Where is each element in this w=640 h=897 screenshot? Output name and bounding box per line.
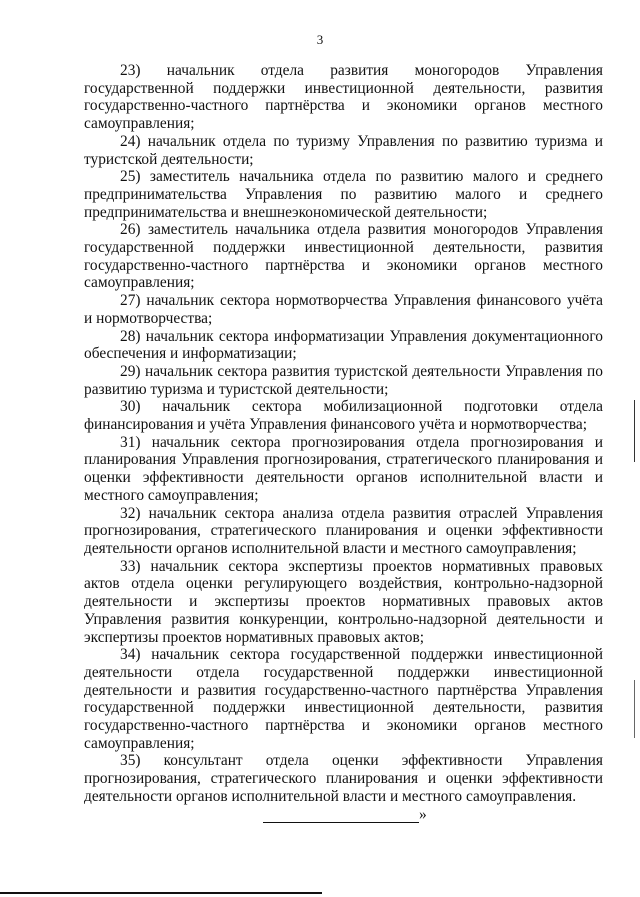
list-item: 25) заместитель начальника отдела по развитию малого и среднего предпринимательства Управления по развитию малого и среднего предпринимательства и внешнеэкономической деятельности; <box>84 168 603 221</box>
list-item: 30) начальник сектора мобилизационной подготовки отдела финансирования и учёта Управления финансового учёта и нормотворчества; <box>84 398 603 434</box>
bottom-rule <box>0 892 322 894</box>
closing-underline <box>263 810 419 823</box>
list-item: 33) начальник сектора экспертизы проектов нормативных правовых актов отдела оценки регулирующего воздействия, контрольно-надзорной деятельности и экспертизы проектов нормативных правовых актов Управления развития конкуренции, контрольно-надзорной деятельности и экспертизы проектов нормативных правовых актов; <box>84 557 603 646</box>
list-item: 28) начальник сектора информатизации Управления документационного обеспечения и информатизации; <box>84 327 603 363</box>
list-item: 35) консультант отдела оценки эффективности Управления прогнозирования, стратегического планирования и оценки эффективности деятельности органов исполнительной власти и местного самоуправления. <box>84 752 603 805</box>
list-item: 29) начальник сектора развития туристской деятельности Управления по развитию туризма и туристской деятельности; <box>84 362 603 398</box>
list-item: 26) заместитель начальника отдела развития моногородов Управления государственной поддержки инвестиционной деятельности, развития государственно-частного партнёрства и экономики органов местного самоуправления; <box>84 221 603 292</box>
list-item: 27) начальник сектора нормотворчества Управления финансового учёта и нормотворчества; <box>84 292 603 327</box>
closing-quote: » <box>419 806 427 823</box>
list-item: 23) начальник отдела развития моногородов Управления государственной поддержки инвестиционной деятельности, развития государственно-частного партнёрства и экономики органов местного самоуправления; <box>84 62 603 133</box>
list-item: 32) начальник сектора анализа отдела развития отраслей Управления прогнозирования, стратегического планирования и оценки эффективности деятельности органов исполнительной власти и местного самоуправления; <box>84 504 603 557</box>
list-item: 24) начальник отдела по туризму Управления по развитию туризма и туристской деятельности; <box>84 132 603 168</box>
list-item: 31) начальник сектора прогнозирования отдела прогнозирования и планирования Управления прогнозирования, стратегического планирования и оценки эффективности деятельности органов исполнительной власти и местного самоуправления; <box>84 433 603 504</box>
scan-artifact-mark <box>634 680 635 738</box>
closing-line <box>263 806 438 823</box>
scan-artifact-mark <box>634 400 635 462</box>
page-number: 3 <box>316 32 324 47</box>
document-body <box>84 62 603 806</box>
list-item: 34) начальник сектора государственной поддержки инвестиционной деятельности отдела государственной поддержки инвестиционной деятельности и развития государственно-частного партнёрства Управления государственной поддержки инвестиционной деятельности, развития государственно-частного партнёрства и экономики органов местного самоуправления; <box>84 646 603 752</box>
